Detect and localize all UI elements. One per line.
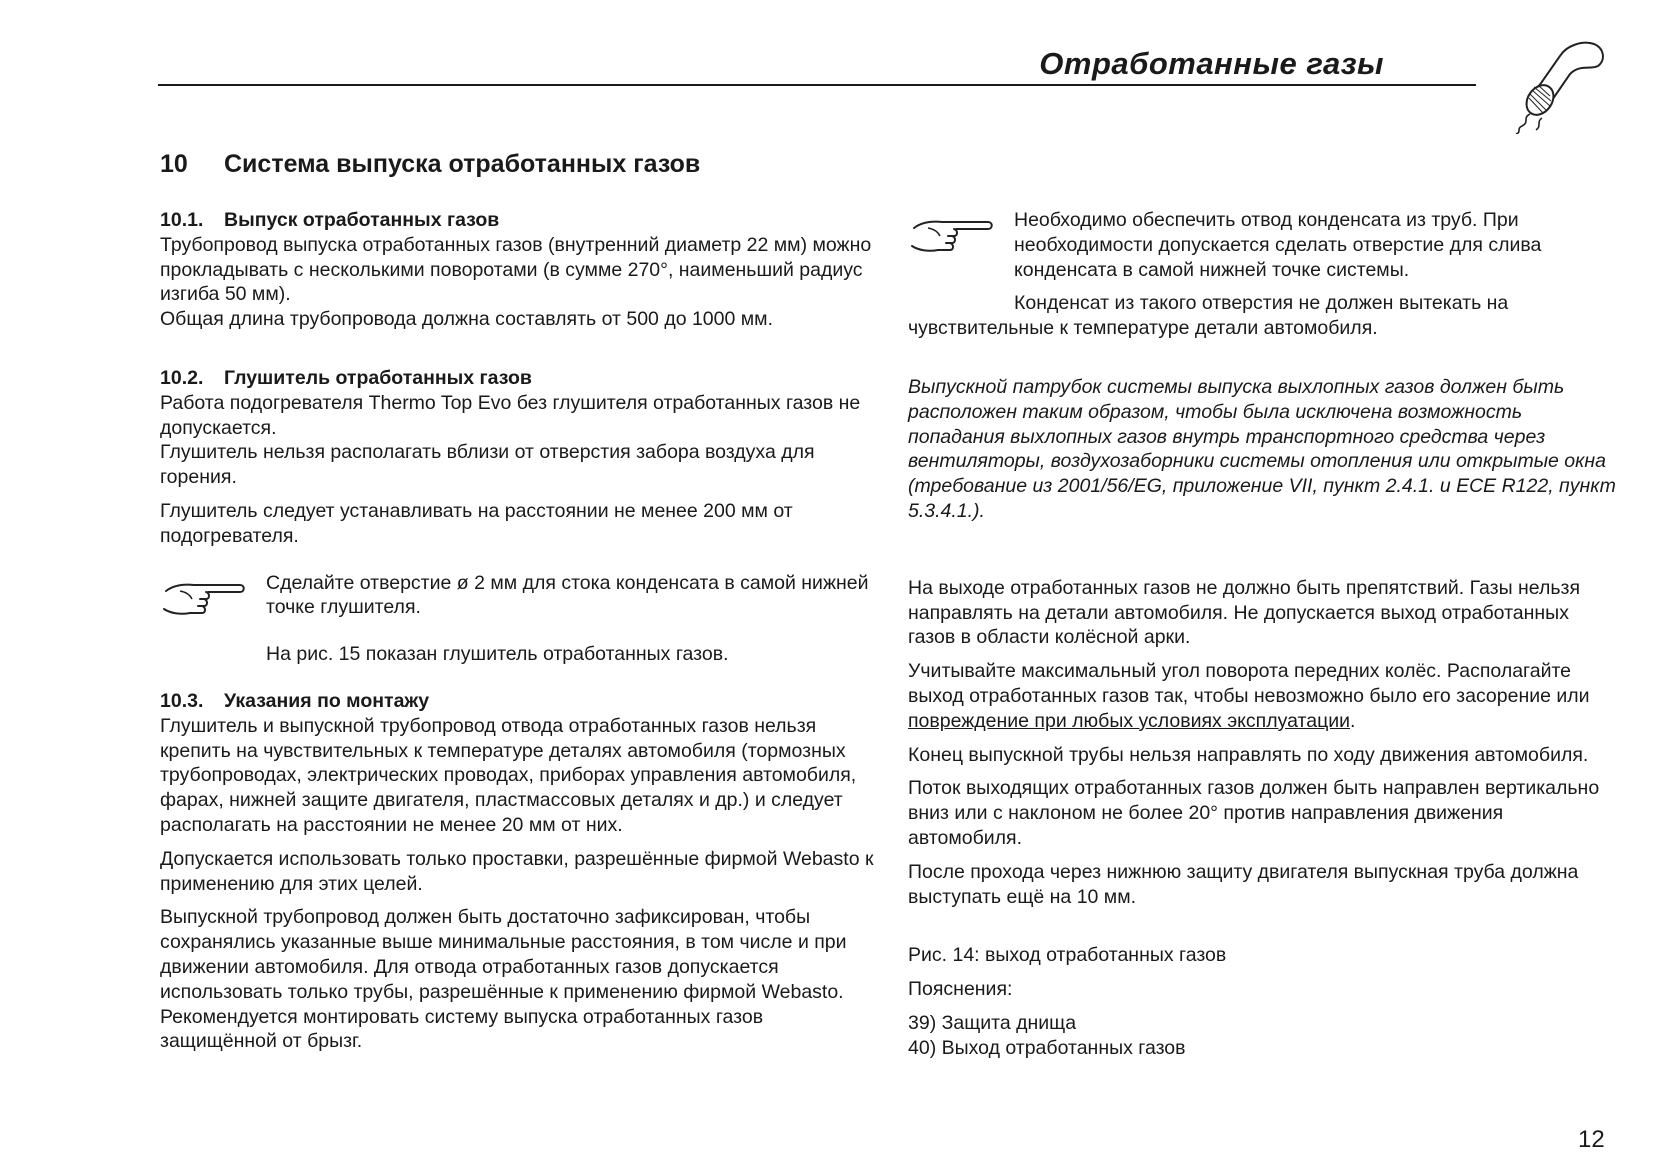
section-10-2-paragraph-2: Глушитель нельзя располагать вблизи от отверстия забора воздуха для горения. — [160, 441, 815, 489]
right-paragraph-3: Конец выпускной трубы нельзя направлять по ходу движения автомобиля. — [908, 743, 1589, 766]
exhaust-pipe-icon — [1502, 34, 1612, 134]
underlined-text: повреждение при любых условиях эксплуатации — [908, 709, 1351, 732]
section-number: 10.3. — [160, 689, 204, 712]
section-heading-text: Указания по монтажу — [224, 689, 430, 712]
section-number: 10.1. — [160, 209, 204, 231]
left-column — [160, 208, 876, 1054]
note-text-2: На рис. 15 показан глушитель отработанных газов. — [266, 643, 729, 666]
section-10-3-paragraph-1: Глушитель и выпускной трубопровод отвода отработанных газов нельзя крепить на чувствительных к температуре деталях автомобиля (тормозных трубопроводах, электрических проводах, приборах управления автомобиля, фарах, нижней защите двигателя, пластмассовых деталях и др.) и следует располагать на расстоянии не менее 20 мм от них. — [160, 714, 857, 836]
condensate-drain-note — [908, 208, 1616, 282]
section-10-2-paragraph-1: Работа подогревателя Thermo Top Evo без глушителя отработанных газов не допускается. — [160, 391, 861, 439]
right-paragraph-5: После прохода через нижнюю защиту двигателя выпускная труба должна выступать ещё на 10 мм. — [908, 860, 1579, 908]
section-10-3-paragraph-3: Выпускной трубопровод должен быть достаточно зафиксирован, чтобы сохранялись указанные выше минимальные расстояния, в том числе и при движении автомобиля. Для отвода отработанных газов допускается использовать только трубы, разрешённые к применению фирмой Webasto. Рекомендуется монтировать систему выпуска отработанных газов защищённой от брызг. — [160, 906, 847, 1053]
chapter-number: 10 — [160, 150, 188, 178]
legend-title: Пояснения: — [908, 978, 1013, 1001]
section-10-3-paragraph-2: Допускается использовать только проставки, разрешённые фирмой Webasto к применению для этих целей. — [160, 847, 874, 895]
section-10-3-heading — [160, 689, 876, 714]
paragraph-2-text: Учитывайте максимальный угол поворота передних колёс. Располагайте выход отработанных газов так, чтобы невозможно было его засорение или — [908, 660, 1590, 707]
section-10-2-paragraph-3: Глушитель следует устанавливать на расстоянии не менее 200 мм от подогревателя. — [160, 499, 793, 547]
right-paragraph-1: На выходе отработанных газов не должно быть препятствий. Газы нельзя направлять на детали автомобиля. Не допускается выход отработанных газов в области колёсной арки. — [908, 576, 1581, 649]
legend-item: 39) Защита днища — [908, 1011, 1077, 1034]
right-paragraph-2 — [908, 659, 1616, 733]
chapter-title-text: Система выпуска отработанных газов — [224, 150, 701, 178]
exhaust-outlet-requirement: Выпускной патрубок системы выпуска выхлопных газов должен быть расположен таким образом, чтобы была исключена возможность попадания выхлопных газов внутрь транспортного средства через вентиляторы, воздухозаборники системы отопления или открытые окна (требование из 2001/56/EG, приложение VII, пункт 2.4.1. и ECE R122, пункт 5.3.4.1.). — [908, 375, 1616, 522]
pointing-hand-icon — [160, 579, 246, 623]
note-text-1: Необходимо обеспечить отвод конденсата из труб. При необходимости допускается сделать отверстие для слива конденсата в самой нижней точке системы. — [1014, 209, 1542, 281]
page-header-title: Отработанные газы — [1039, 46, 1384, 81]
note-text-2: Конденсат из такого отверстия не должен вытекать на чувствительные к температуре детали автомобиля. — [908, 292, 1509, 340]
note-text-1: Сделайте отверстие ø 2 мм для стока конденсата в самой нижней точке глушителя. — [266, 571, 869, 619]
section-10-1-paragraph-1: Трубопровод выпуска отработанных газов (внутренний диаметр 22 мм) можно прокладывать с несколькими поворотами (в сумме 270°, наименьший радиус изгиба 50 мм). — [160, 233, 872, 306]
right-paragraph-4: Поток выходящих отработанных газов должен быть направлен вертикально вниз или с наклоном не более 20° против направления движения автомобиля. — [908, 777, 1600, 849]
section-10-1-paragraph-2: Общая длина трубопровода должна составлять от 500 до 1000 мм. — [160, 308, 773, 331]
page-number: 12 — [1578, 1126, 1605, 1153]
paragraph-2-end: . — [1350, 709, 1356, 732]
header-divider — [158, 84, 1476, 86]
figure-caption: Рис. 14: выход отработанных газов — [908, 944, 1227, 967]
section-heading-text: Глушитель отработанных газов — [224, 366, 532, 389]
section-10-1-heading — [160, 208, 876, 233]
section-10-2-heading — [160, 366, 876, 391]
pointing-hand-icon — [908, 216, 994, 260]
section-heading-text: Выпуск отработанных газов — [224, 209, 500, 231]
section-number: 10.2. — [160, 366, 204, 389]
legend-item: 40) Выход отработанных газов — [908, 1036, 1186, 1059]
condensate-hole-note — [160, 571, 876, 667]
chapter-title — [160, 150, 700, 179]
right-column — [908, 208, 1616, 1061]
